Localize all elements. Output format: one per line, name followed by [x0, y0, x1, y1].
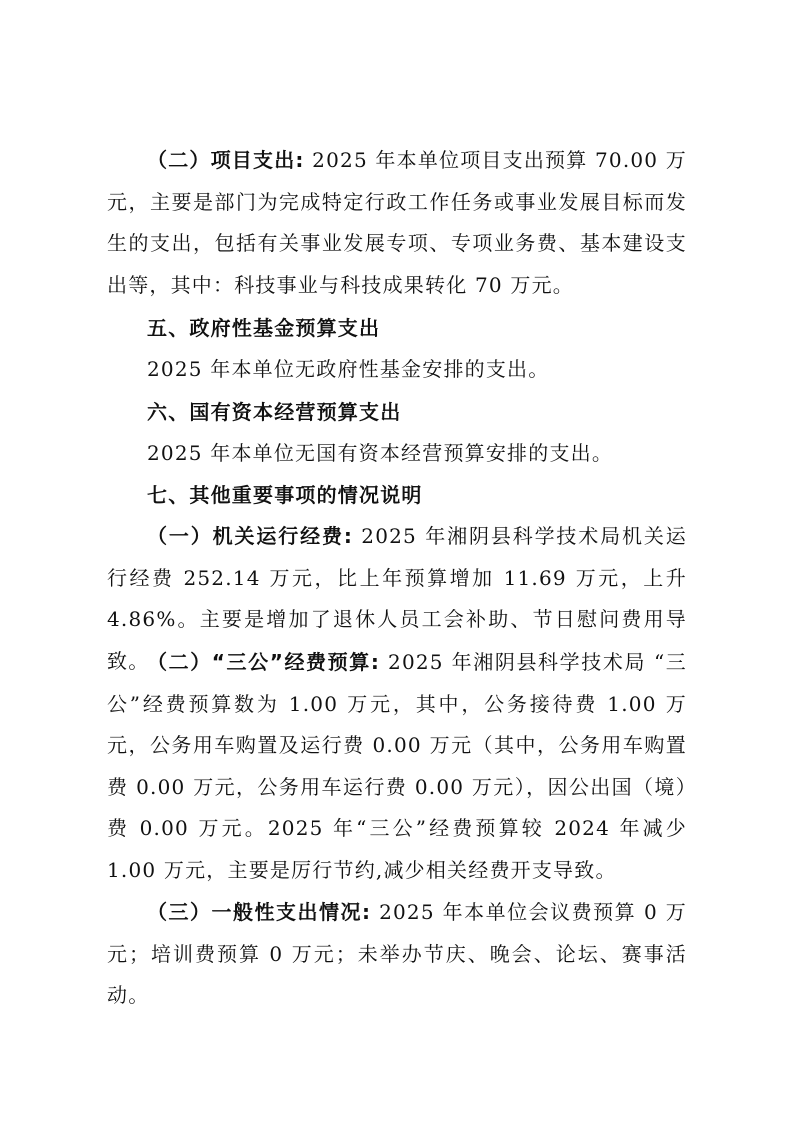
general-expense-label: （三）一般性支出情况:: [147, 900, 372, 924]
general-expense-paragraph: [107, 892, 687, 1017]
three-public-paragraph: [107, 642, 687, 891]
gov-fund-heading: 五、政府性基金预算支出: [147, 316, 381, 340]
operating-expense-label: （一）机关运行经费:: [147, 524, 354, 548]
project-expense-label: （二）项目支出:: [147, 148, 305, 172]
general-expense-text: 2025 年本单位会议费预算 0 万元；培训费预算 0 万元；未举办节庆、晚会、论坛、赛事活动。: [107, 900, 687, 1007]
project-expense-paragraph: [107, 140, 687, 306]
three-public-text: 2025 年湘阴县科学技术局 “三公”经费预算数为 1.00 万元，其中，公务接待费 1.00 万元，公务用车购置及运行费 0.00 万元（其中，公务用车购置费 0.00 万元，公务用车运行费 0.00 万元），因公出国（境）费 0.00 万元。2025 年“三公”经费预算较 2024 年减少 1.00 万元，主要是厉行节约,减少相关经费开支导致。: [107, 650, 688, 882]
project-expense-text: 2025 年本单位项目支出预算 70.00 万元，主要是部门为完成特定行政工作任务或事业发展目标而发生的支出，包括有关事业发展专项、专项业务费、基本建设支出等，其中：科技事业与科技成果转化 70 万元。: [107, 148, 687, 297]
other-matters-heading: 七、其他重要事项的情况说明: [147, 483, 423, 507]
state-capital-text: 2025 年本单位无国有资本经营预算安排的支出。: [147, 441, 614, 465]
state-capital-heading: 六、国有资本经营预算支出: [147, 400, 402, 424]
three-public-label: （二）“三公”经费预算:: [147, 650, 381, 674]
operating-expense-text: 2025 年湘阴县科学技术局机关运行经费 252.14 万元，比上年预算增加 11.69 万元，上升 4.86%。主要是增加了退休人员工会补助、节日慰问费用导致。: [107, 524, 687, 673]
gov-fund-text: 2025 年本单位无政府性基金安排的支出。: [147, 357, 550, 381]
